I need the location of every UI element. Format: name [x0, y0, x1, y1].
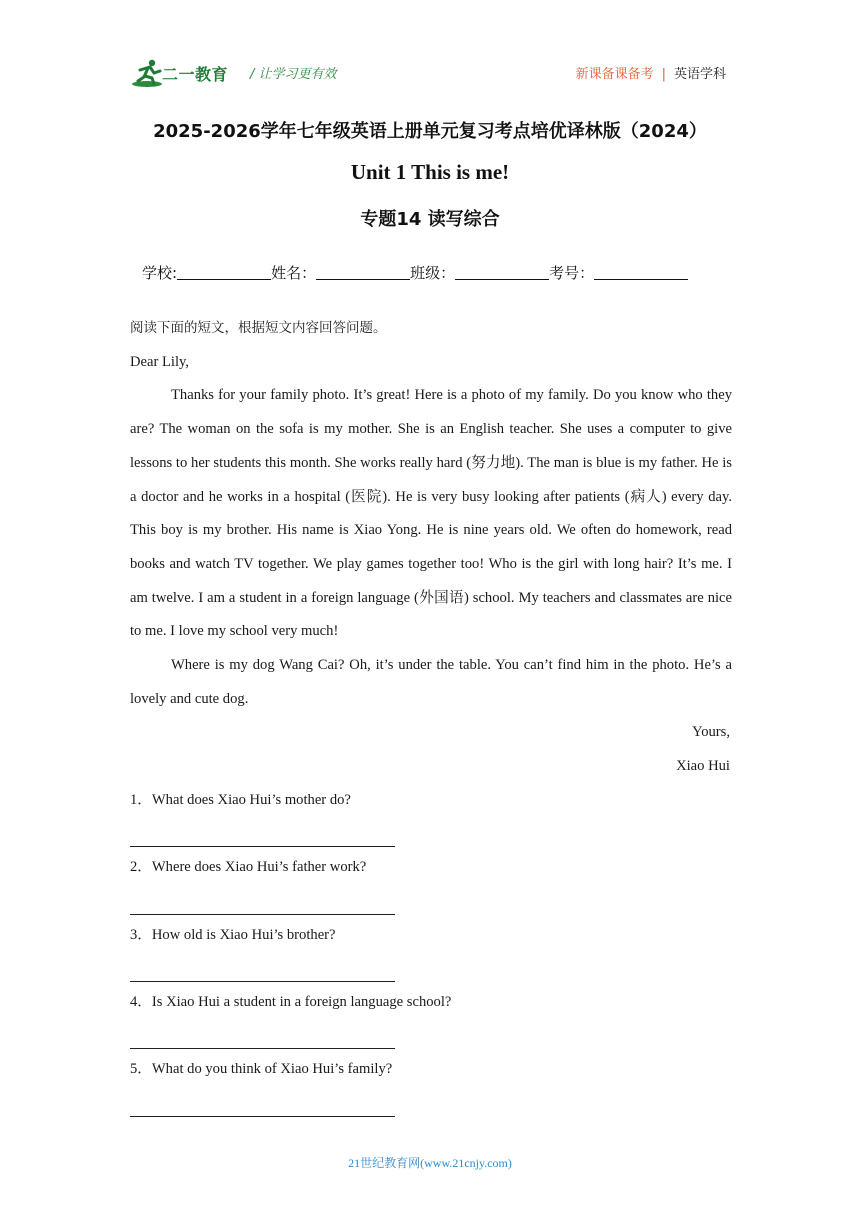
instruction: 阅读下面的短文，根据短文内容回答问题。 — [130, 320, 387, 336]
answer-line-2[interactable] — [130, 885, 732, 919]
class-field[interactable] — [455, 263, 549, 280]
answer-line-1[interactable] — [130, 818, 732, 852]
school-field[interactable] — [177, 263, 271, 280]
answer-line-5[interactable] — [130, 1087, 732, 1121]
topic-title: 专题14 读写综合 — [360, 209, 500, 230]
logo — [130, 56, 240, 90]
content — [130, 312, 732, 1121]
student-info-row — [142, 262, 688, 283]
school-label: 学校: — [142, 264, 178, 282]
class-label: 班级： — [410, 264, 456, 282]
answer-line-4[interactable] — [130, 1020, 732, 1054]
question-1: 1．What does Xiao Hui’s mother do? — [130, 791, 351, 808]
unit-title: Unit 1 This is me! — [350, 160, 510, 184]
letter-paragraph-1: Thanks for your family photo. It’s great! Here is a photo of my family. Do you know who they are? The woman on the sofa is my mother. She is an English teacher. She uses a computer to give lessons to her students this month. She works really hard (努力地). The man is blue is my father. He is a doctor and he works in a hospital (医院). He is very busy looking after patients (病人) every day. This boy is my brother. His name is Xiao Yong. He is nine years old. We often do homework, read books and watch TV together. We play games together too! Who is the girl with long hair? It’s me. I am twelve. I am a student in a foreign language (外国语) school. My teachers and classmates are nice to me. I love my school very much! — [130, 387, 732, 640]
page-footer: 21世纪教育网(www.21cnjy.com) — [348, 1156, 512, 1170]
header-course-label: 新课备课备考 — [575, 67, 654, 82]
question-3: 3．How old is Xiao Hui’s brother? — [130, 926, 336, 943]
header-subject-label: 英语学科 — [673, 67, 726, 82]
exam-number-label: 考号： — [549, 264, 595, 282]
letter-signature: Xiao Hui — [676, 758, 730, 775]
page-header — [130, 56, 730, 90]
question-4: 4．Is Xiao Hui a student in a foreign language school? — [130, 994, 452, 1011]
answer-line-3[interactable] — [130, 952, 732, 986]
logo-text: 二一教育 — [162, 65, 229, 84]
runner-logo-icon — [130, 56, 164, 90]
question-5: 5．What do you think of Xiao Hui’s family? — [130, 1061, 393, 1078]
exam-number-field[interactable] — [594, 263, 688, 280]
header-right — [576, 63, 726, 82]
document-title: 2025-2026学年七年级英语上册单元复习考点培优译林版（2024） — [153, 121, 707, 142]
slogan: / 让学习更有效 — [250, 67, 337, 82]
letter-paragraph-2: Where is my dog Wang Cai? Oh, it’s under the table. You can’t find him in the photo. He’s a lovely and cute dog. — [130, 657, 732, 707]
name-field[interactable] — [316, 263, 410, 280]
question-2: 2．Where does Xiao Hui’s father work? — [130, 859, 367, 876]
letter-closing: Yours, — [692, 724, 730, 741]
name-label: 姓名： — [271, 264, 317, 282]
header-separator: | — [661, 67, 666, 82]
letter-greeting: Dear Lily, — [130, 353, 190, 370]
